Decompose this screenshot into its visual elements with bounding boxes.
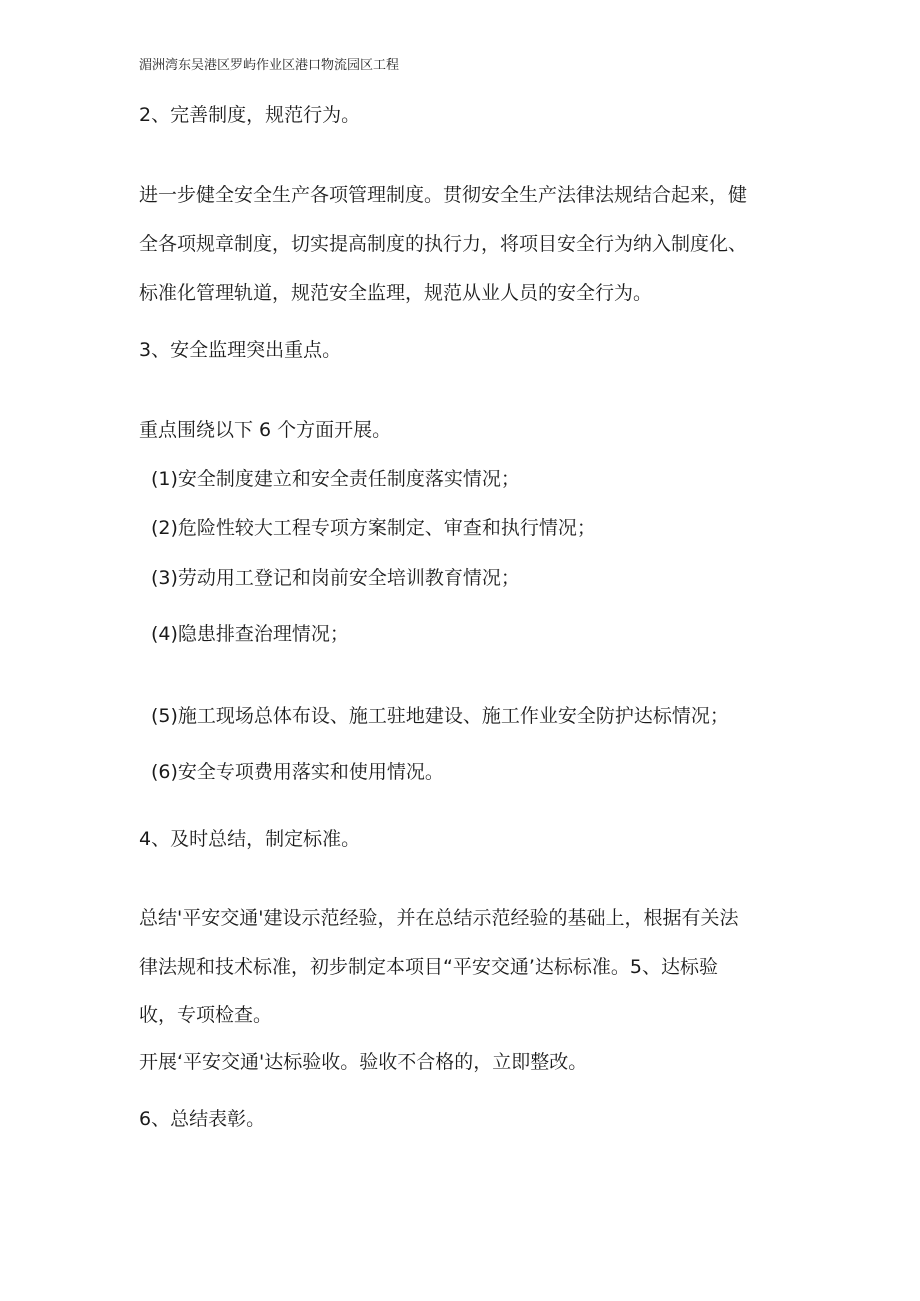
list-item: (6)安全专项费用落实和使用情况。 <box>151 761 444 783</box>
paragraph-line: 进一步健全安全生产各项管理制度。贯彻安全生产法律法规结合起来，健 <box>139 184 748 206</box>
paragraph-line: 律法规和技术标准，初步制定本项目“平安交通’达标标准。5、达标验 <box>139 956 718 978</box>
list-item: (2)危险性较大工程专项方案制定、审查和执行情况； <box>151 517 596 539</box>
section-heading-3: 3、安全监理突出重点。 <box>139 339 342 361</box>
document-header: 湄洲湾东吴港区罗屿作业区港口物流园区工程 <box>139 58 400 73</box>
list-item: (3)劳动用工登记和岗前安全培训教育情况； <box>151 567 520 589</box>
section-heading-4: 4、及时总结，制定标准。 <box>139 828 361 850</box>
section-heading-6: 6、总结表彰。 <box>139 1108 266 1130</box>
paragraph-line: 开展‘平安交通'达标验收。验收不合格的，立即整改。 <box>139 1051 588 1073</box>
list-item: (5)施工现场总体布设、施工驻地建设、施工作业安全防护达标情况； <box>151 705 729 727</box>
section-heading-2: 2、完善制度，规范行为。 <box>139 104 361 126</box>
list-item: (4)隐患排查治理情况； <box>151 623 349 645</box>
paragraph-line: 标准化管理轨道，规范安全监理，规范从业人员的安全行为。 <box>139 282 653 304</box>
paragraph-line: 重点围绕以下 6 个方面开展。 <box>139 419 392 441</box>
paragraph-line: 收，专项检查。 <box>139 1004 273 1026</box>
paragraph-line: 总结'平安交通'建设示范经验，并在总结示范经验的基础上，根据有关法 <box>139 907 739 929</box>
paragraph-line: 全各项规章制度，切实提高制度的执行力，将项目安全行为纳入制度化、 <box>139 233 748 255</box>
list-item: (1)安全制度建立和安全责任制度落实情况； <box>151 468 520 490</box>
